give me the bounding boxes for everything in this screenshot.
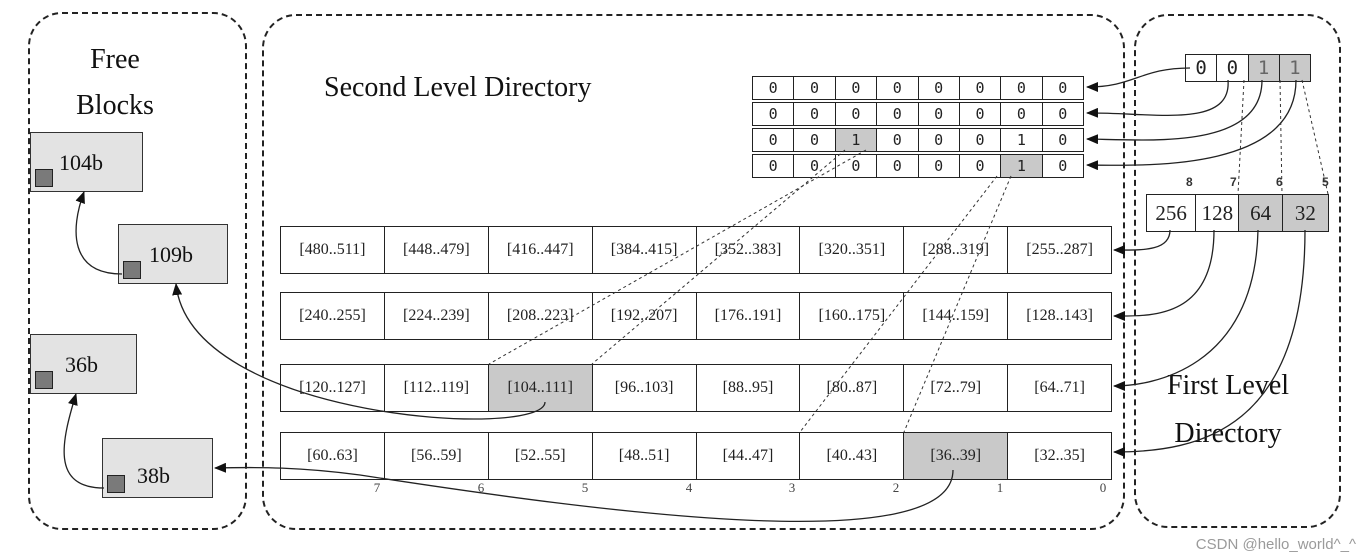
watermark: CSDN @hello_world^_^: [1195, 536, 1356, 553]
range-cell: [40..43]: [800, 433, 904, 479]
bit-cell: 0: [836, 103, 877, 125]
bit-cell: 0: [1058, 79, 1068, 97]
fl-index: 7: [1230, 175, 1237, 189]
range-cell: [208..223]: [489, 293, 593, 339]
first-level-bitmap: [1185, 54, 1311, 82]
range-cell: [224..239]: [385, 293, 489, 339]
second-level-bitmap-row: [752, 102, 1084, 126]
bit-cell: 0: [794, 155, 835, 177]
fl-index: 8: [1186, 175, 1193, 189]
bit-cell: 0: [753, 155, 794, 177]
fl-index: 5: [1322, 175, 1329, 189]
range-cell: [104..111]: [489, 365, 593, 411]
range-cell: [64..71]: [1034, 379, 1085, 396]
column-index: 2: [892, 480, 900, 495]
free-block-104b: [30, 132, 143, 192]
column-index: 7: [373, 480, 381, 495]
range-cell: [416..447]: [489, 227, 593, 273]
bit-cell: 0: [877, 129, 918, 151]
free-block-label: 38b: [137, 463, 170, 488]
free-block-36b: [30, 334, 137, 394]
fl-range-cell: 128: [1196, 195, 1239, 231]
range-cell: [352..383]: [697, 227, 801, 273]
bit-cell: 0: [836, 77, 877, 99]
range-cell: [44..47]: [697, 433, 801, 479]
bit-cell: 0: [753, 129, 794, 151]
bit-cell: 1: [836, 129, 877, 151]
column-index: 5: [581, 480, 589, 495]
bit-cell: 1: [1001, 129, 1042, 151]
bit-cell: 0: [1058, 157, 1068, 175]
range-cell: [80..87]: [800, 365, 904, 411]
column-index: 1: [996, 480, 1004, 495]
free-block-label: 36b: [65, 352, 98, 377]
range-cell: [384..415]: [593, 227, 697, 273]
bit-cell: 0: [1058, 131, 1068, 149]
bit-cell: 0: [1058, 105, 1068, 123]
second-level-range-row: [280, 364, 1112, 412]
range-cell: [288..319]: [904, 227, 1008, 273]
first-level-ranges: [1146, 194, 1329, 232]
range-cell: [96..103]: [593, 365, 697, 411]
column-index: 4: [685, 480, 693, 495]
range-cell: [48..51]: [593, 433, 697, 479]
column-index: 0: [1099, 480, 1107, 495]
second-level-title: Second Level Directory: [324, 72, 592, 103]
range-cell: [240..255]: [281, 293, 385, 339]
second-level-bitmap-row: [752, 76, 1084, 100]
block-header-marker: [123, 261, 141, 279]
second-level-range-row: [280, 226, 1112, 274]
range-cell: [192..207]: [593, 293, 697, 339]
fl-bit-cell: 0: [1186, 55, 1217, 81]
first-level-title-line2: Directory: [1174, 418, 1282, 449]
first-level-panel: [1134, 14, 1341, 528]
range-cell: [32..35]: [1034, 447, 1085, 464]
bit-cell: 0: [960, 103, 1001, 125]
bit-cell: 0: [960, 77, 1001, 99]
bit-cell: 0: [1001, 77, 1042, 99]
block-header-marker: [107, 475, 125, 493]
bit-cell: 0: [794, 77, 835, 99]
range-cell: [52..55]: [489, 433, 593, 479]
bit-cell: 0: [919, 103, 960, 125]
bit-cell: 0: [960, 129, 1001, 151]
range-cell: [128..143]: [1026, 307, 1093, 324]
block-header-marker: [35, 169, 53, 187]
bit-cell: 0: [877, 103, 918, 125]
bit-cell: 0: [960, 155, 1001, 177]
bit-cell: 0: [753, 77, 794, 99]
free-block-label: 109b: [149, 242, 193, 267]
first-level-title-line1: First Level: [1166, 370, 1290, 401]
range-cell: [448..479]: [385, 227, 489, 273]
fl-range-cell: 64: [1239, 195, 1282, 231]
bit-cell: 0: [877, 155, 918, 177]
range-cell: [36..39]: [904, 433, 1008, 479]
second-level-range-row: [280, 432, 1112, 480]
bit-cell: 0: [794, 103, 835, 125]
second-level-bitmap-row: [752, 128, 1084, 152]
bit-cell: 0: [919, 77, 960, 99]
range-cell: [144..159]: [904, 293, 1008, 339]
fl-index: 6: [1276, 175, 1283, 189]
range-cell: [120..127]: [281, 365, 385, 411]
range-cell: [176..191]: [697, 293, 801, 339]
fl-bit-cell: 1: [1280, 55, 1310, 81]
range-cell: [480..511]: [281, 227, 385, 273]
bit-cell: 1: [1001, 155, 1042, 177]
block-header-marker: [35, 371, 53, 389]
fl-bit-cell: 1: [1249, 55, 1280, 81]
bit-cell: 0: [794, 129, 835, 151]
free-blocks-title-line1: Free: [90, 44, 140, 75]
free-block-38b: [102, 438, 213, 498]
range-cell: [88..95]: [697, 365, 801, 411]
bit-cell: 0: [919, 129, 960, 151]
fl-range-cell: 32: [1283, 195, 1328, 231]
range-cell: [320..351]: [800, 227, 904, 273]
range-cell: [72..79]: [904, 365, 1008, 411]
second-level-range-row: [280, 292, 1112, 340]
range-cell: [60..63]: [281, 433, 385, 479]
second-level-bitmap-row: [752, 154, 1084, 178]
column-index: 6: [477, 480, 485, 495]
range-cell: [160..175]: [800, 293, 904, 339]
column-index: 3: [788, 480, 796, 495]
bit-cell: 0: [836, 155, 877, 177]
fl-bit-cell: 0: [1217, 55, 1248, 81]
range-cell: [112..119]: [385, 365, 489, 411]
free-block-label: 104b: [59, 150, 103, 175]
bit-cell: 0: [753, 103, 794, 125]
bit-cell: 0: [1001, 103, 1042, 125]
range-cell: [255..287]: [1026, 241, 1093, 258]
bit-cell: 0: [919, 155, 960, 177]
free-blocks-title-line2: Blocks: [76, 90, 154, 121]
free-block-109b: [118, 224, 228, 284]
range-cell: [56..59]: [385, 433, 489, 479]
bit-cell: 0: [877, 77, 918, 99]
fl-range-cell: 256: [1147, 195, 1196, 231]
